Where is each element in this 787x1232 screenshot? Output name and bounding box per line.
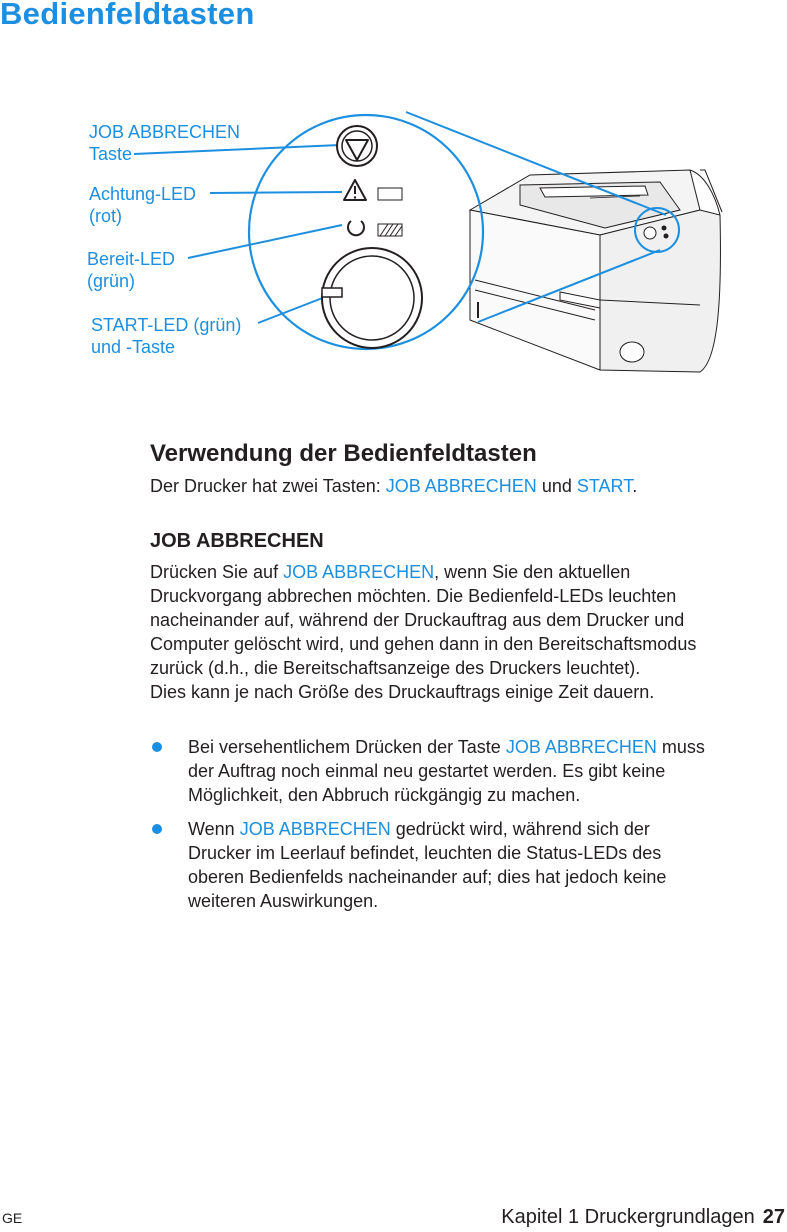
job-section-heading: JOB ABBRECHEN bbox=[150, 530, 324, 552]
footer-language: GE bbox=[2, 1210, 23, 1226]
callout-attention-line2: (rot) bbox=[89, 206, 122, 226]
bullet-icon bbox=[152, 824, 162, 834]
callout-job-cancel-line2: Taste bbox=[89, 144, 133, 164]
callout-ready-line1: Bereit-LED bbox=[87, 249, 176, 269]
job-p-line6: Dies kann je nach Größe des Druckauftrags einige Zeit dauern. bbox=[150, 682, 655, 702]
section-intro bbox=[150, 474, 637, 498]
bullet-item-1 bbox=[188, 735, 787, 807]
bullet-1-line3: Möglichkeit, den Abbruch rückgängig zu machen. bbox=[188, 785, 581, 805]
printer-body bbox=[470, 170, 722, 372]
job-p-line1-rest: , wenn Sie den aktuellen bbox=[434, 562, 631, 582]
bullet-2-line4: weiteren Auswirkungen. bbox=[188, 891, 379, 911]
footer-chapter bbox=[501, 1206, 785, 1229]
bullet-1-suffix: muss bbox=[656, 737, 705, 757]
bullet-1-prefix: Bei versehentlichem Drücken der Taste bbox=[188, 737, 506, 757]
callout-attention-line1: Achtung-LED bbox=[89, 184, 197, 204]
callout-job-cancel-line1: JOB ABBRECHEN bbox=[89, 122, 241, 142]
job-p-line2: Druckvorgang abbrechen möchten. Die Bedienfeld-LEDs leuchten bbox=[150, 586, 677, 606]
bullet-2-line3: oberen Bedienfelds nacheinander auf; dies hat jedoch keine bbox=[188, 867, 667, 887]
job-p-line5: zurück (d.h., die Bereitschaftsanzeige des Druckers leuchtet). bbox=[150, 658, 641, 678]
callout-ready-line2: (grün) bbox=[87, 271, 136, 291]
bullet-1-line2: der Auftrag noch einmal neu gestartet werden. Es gibt keine bbox=[188, 761, 666, 781]
intro-prefix: Der Drucker hat zwei Tasten: bbox=[150, 476, 386, 496]
job-p-line4: Computer gelöscht wird, und gehen dann in den Bereitschaftsmodus bbox=[150, 634, 697, 654]
footer-page-number: 27 bbox=[762, 1206, 785, 1228]
bullet-2-link[interactable]: JOB ABBRECHEN bbox=[239, 819, 391, 839]
callout-leaders bbox=[134, 145, 342, 323]
callout-start bbox=[91, 314, 241, 358]
ready-spinner-icon bbox=[348, 221, 364, 235]
bullet-2-line2: Drucker im Leerlauf befindet, leuchten die Status-LEDs des bbox=[188, 843, 662, 863]
job-p-link[interactable]: JOB ABBRECHEN bbox=[283, 562, 435, 582]
callout-ready-led bbox=[87, 248, 175, 292]
intro-suffix: . bbox=[632, 476, 638, 496]
warning-triangle-icon bbox=[344, 180, 366, 200]
cancel-triangle-button-icon bbox=[337, 126, 377, 166]
job-p-line3: nacheinander auf, während der Druckauftrag aus dem Drucker und bbox=[150, 610, 685, 630]
job-paragraph bbox=[150, 560, 696, 704]
footer-chapter-title: Kapitel 1 Druckergrundlagen bbox=[501, 1206, 755, 1228]
job-p-prefix: Drücken Sie auf bbox=[150, 562, 284, 582]
start-button-icon bbox=[322, 248, 422, 348]
intro-job-link[interactable]: JOB ABBRECHEN bbox=[385, 476, 537, 496]
bullet-1-link[interactable]: JOB ABBRECHEN bbox=[505, 737, 657, 757]
page-title: Bedienfeldtasten bbox=[0, 0, 255, 31]
bullet-2-prefix: Wenn bbox=[188, 819, 240, 839]
callout-start-line1: START-LED (grün) bbox=[91, 315, 242, 335]
section-heading: Verwendung der Bedienfeldtasten bbox=[150, 440, 537, 467]
intro-start-link[interactable]: START bbox=[576, 476, 633, 496]
bullet-item-2 bbox=[188, 817, 787, 913]
callout-attention-led bbox=[89, 183, 196, 227]
attention-led bbox=[378, 188, 402, 200]
bullet-2-suffix: gedrückt wird, während sich der bbox=[390, 819, 650, 839]
bullet-icon bbox=[152, 742, 162, 752]
callout-start-line2: und -Taste bbox=[91, 337, 176, 357]
intro-and: und bbox=[536, 476, 577, 496]
callout-job-cancel bbox=[89, 121, 240, 165]
